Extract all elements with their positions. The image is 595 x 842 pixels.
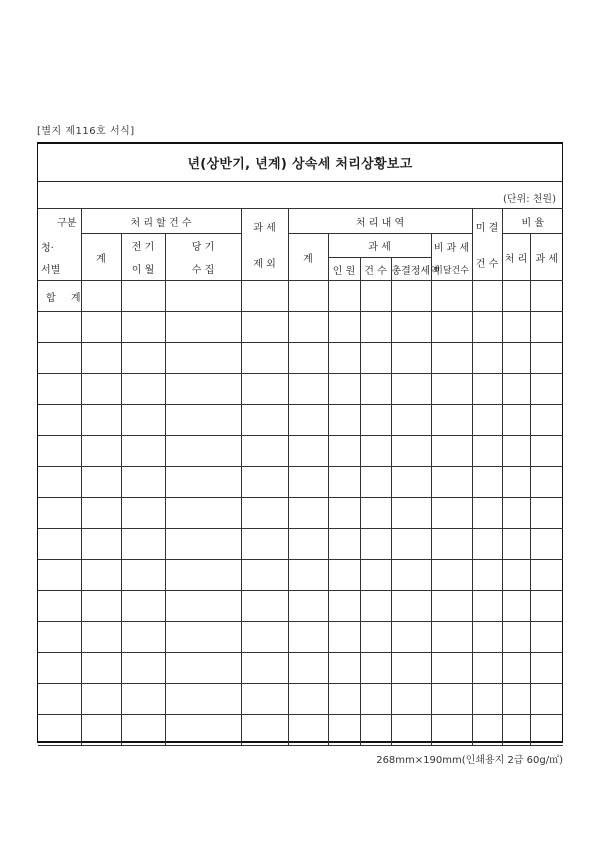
header-current-line1: 당 기: [191, 242, 215, 253]
header-row-1: [38, 209, 563, 234]
unit-row: [38, 182, 562, 208]
header-pending-line2: 건 수: [475, 258, 499, 270]
table-cell: [38, 684, 81, 715]
table-cell: [121, 529, 165, 560]
table-cell: [391, 715, 431, 746]
table-cell: [391, 529, 431, 560]
table-cell: [241, 436, 288, 467]
table-cell: [288, 591, 328, 622]
table-cell: [38, 653, 81, 684]
table-cell: [502, 622, 530, 653]
table-cell: [121, 498, 165, 529]
table-cell: [391, 374, 431, 405]
table-cell: [241, 622, 288, 653]
table-cell: [502, 436, 530, 467]
table-cell: [165, 684, 241, 715]
table-cell: [431, 622, 472, 653]
table-cell: [360, 312, 391, 343]
table-row: [38, 498, 563, 529]
table-cell: [472, 653, 502, 684]
table-cell: [431, 374, 472, 405]
table-cell: [328, 498, 360, 529]
table-cell: [530, 312, 563, 343]
table-cell: [328, 374, 360, 405]
table-cell: [38, 405, 81, 436]
header-gubun: [38, 209, 81, 281]
header-prev-carry-line2: 이 월: [131, 265, 155, 276]
total-row: [38, 281, 563, 312]
header-excluded-line2: 제 외: [253, 258, 276, 270]
table-cell: [328, 529, 360, 560]
table-cell: [328, 405, 360, 436]
header-taxed: 과 세: [328, 234, 431, 258]
table-cell: [530, 405, 563, 436]
table-cell: [360, 715, 391, 746]
table-row: [38, 715, 563, 746]
table-cell: [431, 715, 472, 746]
header-office-line1: 청·: [41, 243, 54, 254]
table-cell: [121, 405, 165, 436]
table-row: [38, 405, 563, 436]
table-cell: [165, 436, 241, 467]
table-cell: [391, 312, 431, 343]
table-cell: [360, 467, 391, 498]
table-cell: [530, 498, 563, 529]
table-cell: [472, 591, 502, 622]
table-cell: [431, 591, 472, 622]
paper-spec-note: 268mm×190mm(인쇄용지 2급 60g/㎡): [376, 755, 563, 766]
table-cell: [165, 653, 241, 684]
table-cell: [288, 622, 328, 653]
table-cell: [472, 467, 502, 498]
table-cell: [530, 560, 563, 591]
report-table: [38, 208, 563, 746]
table-cell: [81, 281, 121, 312]
table-cell: [288, 529, 328, 560]
table-cell: [391, 560, 431, 591]
table-row: [38, 529, 563, 560]
table-cell: [328, 653, 360, 684]
table-cell: [530, 281, 563, 312]
table-cell: [391, 653, 431, 684]
table-cell: [431, 405, 472, 436]
table-cell: [360, 374, 391, 405]
table-cell: [530, 343, 563, 374]
table-cell: [502, 374, 530, 405]
table-row: [38, 343, 563, 374]
table-cell: [472, 343, 502, 374]
table-cell: [81, 653, 121, 684]
table-cell: [431, 498, 472, 529]
table-cell: [288, 281, 328, 312]
table-cell: [241, 529, 288, 560]
table-cell: [391, 436, 431, 467]
table-cell: [431, 467, 472, 498]
table-cell: [530, 467, 563, 498]
table-cell: [38, 622, 81, 653]
table-cell: [241, 312, 288, 343]
table-cell: [241, 343, 288, 374]
table-cell: [38, 498, 81, 529]
table-row: [38, 622, 563, 653]
table-cell: [391, 467, 431, 498]
table-cell: [502, 343, 530, 374]
table-cell: [502, 529, 530, 560]
table-cell: [121, 560, 165, 591]
table-cell: [360, 281, 391, 312]
table-cell: [241, 467, 288, 498]
table-cell: [472, 529, 502, 560]
table-cell: [121, 591, 165, 622]
table-cell: [81, 560, 121, 591]
table-cell: [502, 498, 530, 529]
header-count: 건 수: [360, 258, 391, 281]
table-cell: [391, 405, 431, 436]
table-cell: [472, 374, 502, 405]
header-ratio-taxed: 과 세: [530, 234, 563, 281]
table-cell: [165, 715, 241, 746]
table-cell: [502, 281, 530, 312]
table-cell: [328, 560, 360, 591]
table-cell: [121, 715, 165, 746]
table-cell: [81, 591, 121, 622]
table-cell: [431, 560, 472, 591]
table-cell: [81, 405, 121, 436]
table-cell: [472, 715, 502, 746]
header-excluded-line1: 과 세: [253, 223, 276, 235]
table-cell: [38, 591, 81, 622]
table-cell: [360, 405, 391, 436]
table-cell: [288, 715, 328, 746]
table-cell: [530, 684, 563, 715]
table-cell: [38, 715, 81, 746]
table-cell: [328, 622, 360, 653]
table-cell: [288, 436, 328, 467]
table-cell: [530, 653, 563, 684]
header-gubun-label: 구분: [57, 218, 77, 229]
table-cell: [38, 374, 81, 405]
table-cell: [121, 684, 165, 715]
unit-label: (단위: 천원): [503, 194, 556, 205]
header-ratio: 비 율: [502, 209, 563, 234]
table-cell: [81, 498, 121, 529]
table-cell: [81, 312, 121, 343]
header-current-line2: 수 집: [191, 265, 215, 276]
table-cell: [38, 312, 81, 343]
table-cell: [472, 560, 502, 591]
table-cell: [328, 436, 360, 467]
table-cell: [38, 436, 81, 467]
header-ratio-processed: 처 리: [502, 234, 530, 281]
table-cell: [360, 343, 391, 374]
table-cell: [38, 529, 81, 560]
table-cell: [288, 405, 328, 436]
table-cell: [241, 560, 288, 591]
table-cell: [121, 436, 165, 467]
header-pending-line1: 미 결: [475, 223, 499, 235]
report-form: [37, 142, 563, 743]
table-cell: [121, 312, 165, 343]
table-cell: [502, 312, 530, 343]
table-cell: [472, 622, 502, 653]
table-cell: [241, 653, 288, 684]
table-cell: [241, 374, 288, 405]
table-cell: [241, 281, 288, 312]
table-cell: [502, 653, 530, 684]
table-row: [38, 436, 563, 467]
header-decided-tax: 총결정세액: [391, 258, 431, 281]
table-cell: [165, 405, 241, 436]
header-to-process-total: 계: [81, 234, 121, 281]
table-cell: [431, 529, 472, 560]
table-cell: [241, 684, 288, 715]
table-cell: [165, 498, 241, 529]
table-cell: [360, 591, 391, 622]
table-cell: [431, 343, 472, 374]
header-current: [165, 234, 241, 281]
header-processed-total: 계: [288, 234, 328, 281]
table-cell: [472, 405, 502, 436]
table-cell: [81, 529, 121, 560]
table-cell: [241, 498, 288, 529]
table-cell: [502, 684, 530, 715]
table-cell: [81, 374, 121, 405]
table-cell: [241, 591, 288, 622]
table-cell: [121, 622, 165, 653]
table-cell: [502, 405, 530, 436]
header-prev-carry-line1: 전 기: [131, 242, 155, 253]
header-pending: [472, 209, 502, 281]
table-cell: [38, 343, 81, 374]
table-cell: [360, 653, 391, 684]
table-cell: [165, 591, 241, 622]
table-cell: [431, 436, 472, 467]
table-cell: [121, 343, 165, 374]
table-cell: [328, 715, 360, 746]
table-cell: [391, 498, 431, 529]
table-cell: [241, 715, 288, 746]
table-cell: [391, 622, 431, 653]
table-cell: [530, 374, 563, 405]
table-cell: [288, 343, 328, 374]
table-cell: [530, 622, 563, 653]
table-cell: [81, 715, 121, 746]
table-cell: [81, 467, 121, 498]
table-cell: [165, 467, 241, 498]
table-cell: [502, 715, 530, 746]
table-cell: [165, 374, 241, 405]
header-nontax-line1: 비 과 세: [433, 242, 470, 254]
table-cell: [81, 622, 121, 653]
form-number-label: [별지 제116호 서식]: [37, 126, 135, 137]
table-cell: [530, 591, 563, 622]
table-cell: [288, 312, 328, 343]
table-cell: [121, 374, 165, 405]
table-cell: [431, 684, 472, 715]
table-cell: [502, 560, 530, 591]
table-cell: [360, 560, 391, 591]
table-cell: [81, 343, 121, 374]
table-cell: [530, 436, 563, 467]
table-cell: [391, 591, 431, 622]
table-cell: [165, 281, 241, 312]
table-cell: [328, 591, 360, 622]
table-row: [38, 560, 563, 591]
table-row: [38, 591, 563, 622]
table-cell: [288, 653, 328, 684]
table-cell: [360, 684, 391, 715]
table-cell: [530, 715, 563, 746]
table-cell: [360, 436, 391, 467]
header-processed: 처 리 내 역: [288, 209, 472, 234]
table-cell: [328, 467, 360, 498]
form-title: 년(상반기, 년계) 상속세 처리상황보고: [38, 144, 562, 182]
table-cell: [328, 684, 360, 715]
table-cell: [431, 653, 472, 684]
table-row: [38, 374, 563, 405]
table-cell: [472, 498, 502, 529]
table-cell: [121, 281, 165, 312]
table-cell: [121, 653, 165, 684]
table-cell: [241, 405, 288, 436]
table-cell: [472, 281, 502, 312]
header-office-line2: 서별: [41, 265, 61, 276]
table-cell: [328, 343, 360, 374]
total-row-label: 합 계: [38, 281, 81, 312]
table-cell: [328, 281, 360, 312]
table-cell: [165, 529, 241, 560]
table-cell: [81, 436, 121, 467]
header-persons: 인 원: [328, 258, 360, 281]
table-cell: [431, 312, 472, 343]
table-cell: [360, 498, 391, 529]
table-cell: [165, 312, 241, 343]
table-cell: [165, 622, 241, 653]
table-cell: [360, 529, 391, 560]
table-cell: [288, 498, 328, 529]
table-cell: [502, 467, 530, 498]
table-cell: [81, 684, 121, 715]
table-cell: [38, 560, 81, 591]
table-cell: [165, 343, 241, 374]
table-cell: [121, 467, 165, 498]
header-to-process: 처 리 할 건 수: [81, 209, 241, 234]
table-cell: [391, 684, 431, 715]
table-cell: [165, 560, 241, 591]
table-cell: [530, 529, 563, 560]
table-cell: [360, 622, 391, 653]
table-cell: [288, 560, 328, 591]
table-row: [38, 653, 563, 684]
table-cell: [472, 312, 502, 343]
table-cell: [328, 312, 360, 343]
table-cell: [472, 436, 502, 467]
table-cell: [288, 684, 328, 715]
table-row: [38, 684, 563, 715]
header-excluded: [241, 209, 288, 281]
table-cell: [502, 591, 530, 622]
header-prev-carry: [121, 234, 165, 281]
table-cell: [391, 281, 431, 312]
table-cell: [38, 467, 81, 498]
table-cell: [391, 343, 431, 374]
table-cell: [472, 684, 502, 715]
table-cell: [288, 467, 328, 498]
table-row: [38, 312, 563, 343]
table-cell: [288, 374, 328, 405]
table-cell: [431, 281, 472, 312]
header-nontax-line2: 미달건수: [434, 265, 469, 276]
table-row: [38, 467, 563, 498]
